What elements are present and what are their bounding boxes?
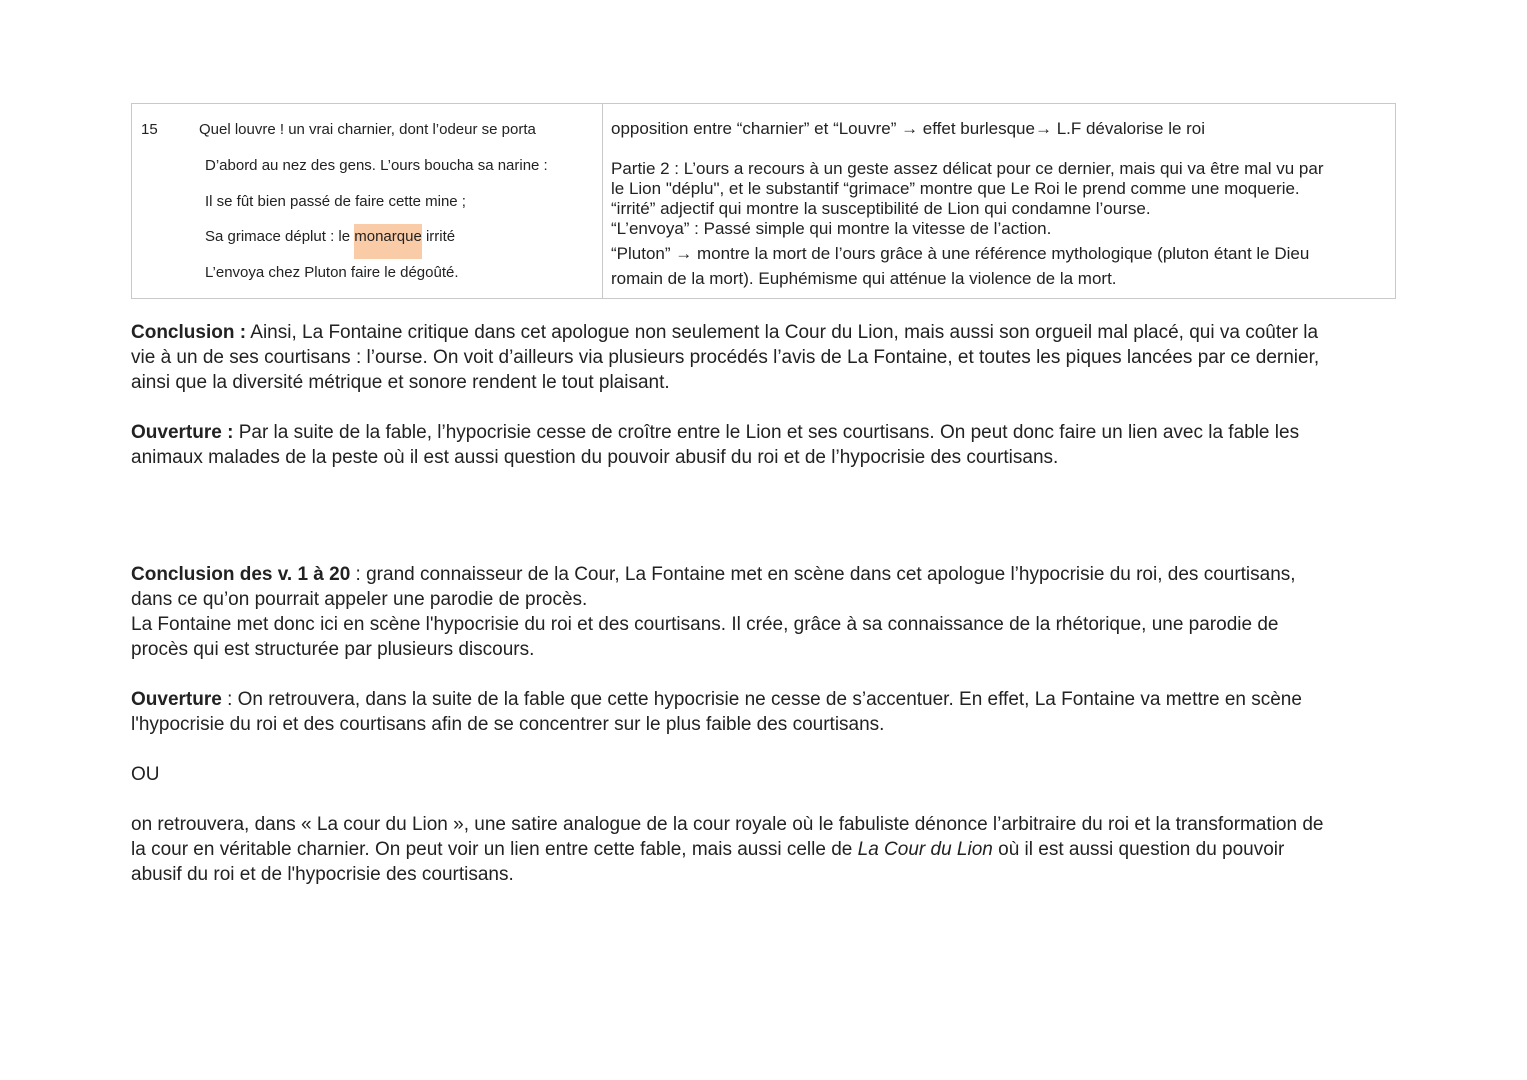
- analysis-note: romain de la mort). Euphémisme qui atténue la violence de la mort.: [611, 269, 1117, 288]
- conclusion-label: Conclusion :: [131, 322, 247, 343]
- verses-column: [132, 104, 603, 298]
- analysis-note: “irrité” adjectif qui montre la susceptibilité de Lion qui condamne l’ourse.: [611, 199, 1151, 218]
- conclusion-paragraph: Conclusion : Ainsi, La Fontaine critique dans cet apologue non seulement la Cour du Lion, mais aussi son orgueil mal placé, qui va coûter la vie à un de ses courtisans : l’ourse. On voit d’ailleurs via plusieurs procédés l’avis de La Fontaine, et toutes les piques lancées par ce dernier, ainsi que la diversité métrique et sonore rendent le tout plaisant.: [131, 322, 1320, 393]
- verse-line: [205, 228, 455, 245]
- ouverture2-label: Ouverture: [131, 689, 222, 710]
- analysis-note: “Pluton” → montre la mort de l’ours grâce à une référence mythologique (pluton étant le Dieu: [611, 244, 1310, 263]
- conclusion-v1-20-paragraph: Conclusion des v. 1 à 20 : grand connaisseur de la Cour, La Fontaine met en scène dans cet apologue l’hypocrisie du roi, des courtisans, dans ce qu’on pourrait appeler une parodie de procès. La Fontaine met donc ici en scène l'hypocrisie du roi et des courtisans. Il crée, grâce à sa connaissance de la rhétorique, une parodie de procès qui est structurée par plusieurs discours.: [131, 564, 1296, 660]
- analysis-note: “L’envoya” : Passé simple qui montre la vitesse de l’action.: [611, 219, 1052, 238]
- analysis-note: opposition entre “charnier” et “Louvre” → effet burlesque→ L.F dévalorise le roi: [611, 119, 1206, 138]
- analysis-column: [603, 104, 1395, 298]
- ouverture2-paragraph: Ouverture : On retrouvera, dans la suite de la fable que cette hypocrisie ne cesse de s’accentuer. En effet, La Fontaine va mettre en scène l'hypocrisie du roi et des courtisans afin de se concentrer sur le plus faible des courtisans.: [131, 689, 1302, 735]
- ouverture-label: Ouverture :: [131, 422, 234, 443]
- highlighted-word: monarque: [354, 224, 422, 259]
- verse-line: Quel louvre ! un vrai charnier, dont l’odeur se porta: [199, 121, 536, 138]
- verse-line: D’abord au nez des gens. L’ours boucha sa narine :: [205, 157, 548, 174]
- verse-line-number: 15: [141, 121, 158, 138]
- ouverture-paragraph: Ouverture : Par la suite de la fable, l’hypocrisie cesse de croître entre le Lion et ses courtisans. On peut donc faire un lien avec la fable les animaux malades de la peste où il est aussi question du pouvoir abusif du roi et de l’hypocrisie des courtisans.: [131, 422, 1300, 468]
- verse-text: irrité: [421, 228, 456, 245]
- verse-line: Il se fût bien passé de faire cette mine ;: [205, 193, 466, 210]
- verse-text: Sa grimace déplut : le: [205, 228, 355, 245]
- verse-line: L’envoya chez Pluton faire le dégoûté.: [205, 264, 459, 281]
- conclusion-v1-20-label: Conclusion des v. 1 à 20: [131, 564, 351, 585]
- analysis-note: Partie 2 : L’ours a recours à un geste assez délicat pour ce dernier, mais qui va être mal vu par: [611, 159, 1324, 178]
- verse-analysis-table: [131, 103, 1396, 299]
- ou-separator: OU: [131, 764, 160, 785]
- analysis-note: le Lion "déplu", et le substantif “grimace” montre que Le Roi le prend comme une moquerie.: [611, 179, 1300, 198]
- italic-title: La Cour du Lion: [857, 839, 993, 860]
- final-paragraph: on retrouvera, dans « La cour du Lion », une satire analogue de la cour royale où le fabuliste dénonce l’arbitraire du roi et la transformation de la cour en véritable charnier. On peut voir un lien entre cette fable, mais aussi celle de La Cour du Lion où il est aussi question du pouvoir abusif du roi et de l'hypocrisie des courtisans.: [131, 814, 1324, 885]
